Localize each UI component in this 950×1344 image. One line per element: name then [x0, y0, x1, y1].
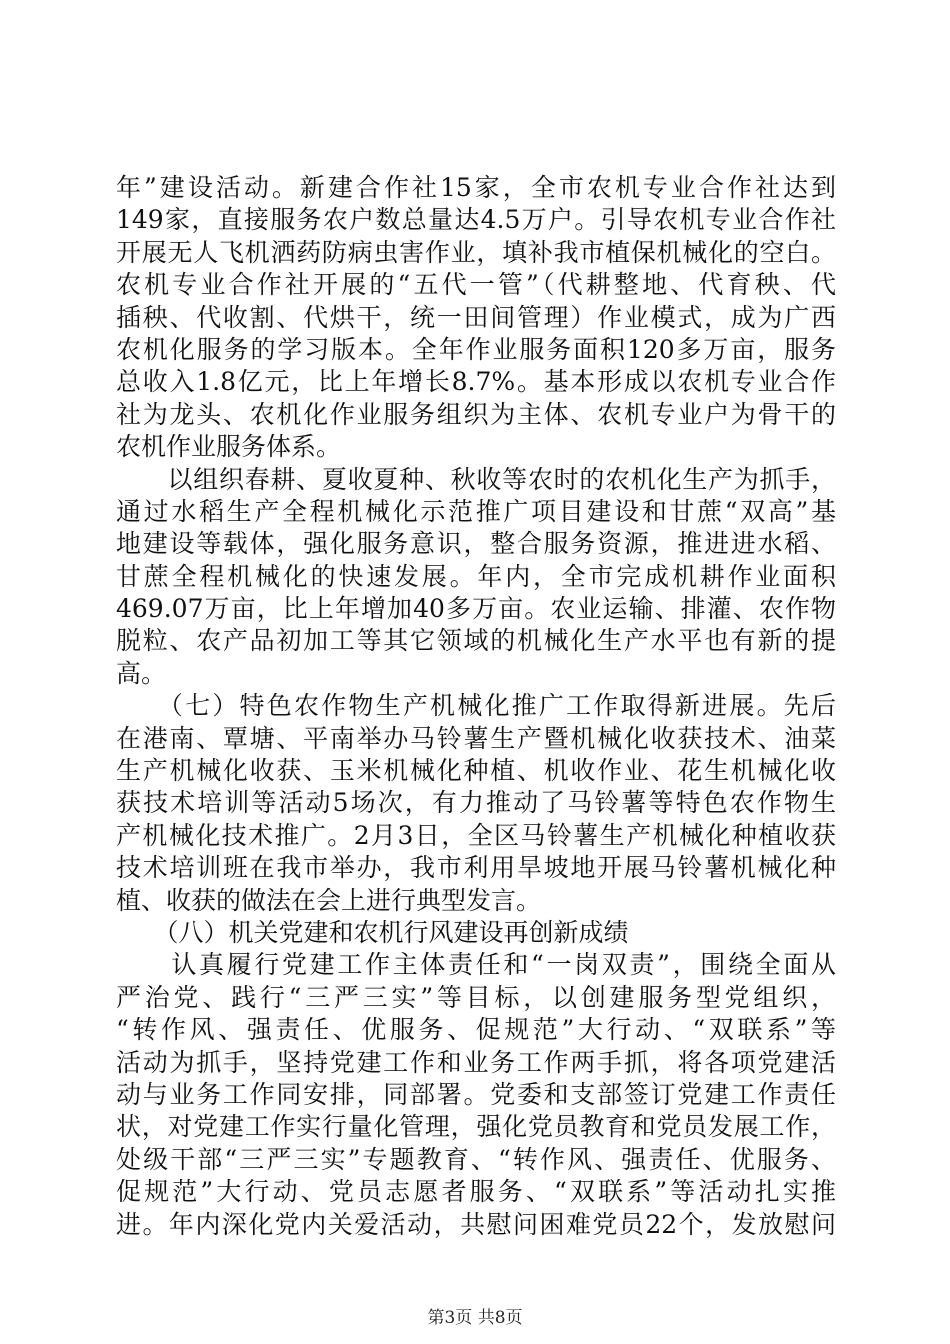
- text-line: 年”建设活动。新建合作社15家，全市农机专业合作社达到: [116, 173, 836, 202]
- text-line: 甘蔗全程机械化的快速发展。年内，全市完成机耕作业面积: [116, 561, 836, 591]
- text-line: 脱粒、农产品初加工等其它领域的机械化生产水平也有新的提: [116, 626, 836, 656]
- text-line: 农机专业合作社开展的“五代一管”（代耕整地、代育秧、代: [116, 270, 836, 300]
- text-line: 活动为抓手，坚持党建工作和业务工作两手抓，将各项党建活: [116, 1047, 836, 1077]
- text-line: （八）机关党建和农机行风建设再创新成绩: [116, 917, 629, 947]
- text-line: 插秧、代收割、代烘干，统一田间管理）作业模式，成为广西: [116, 302, 836, 332]
- text-line: 农机作业服务体系。: [116, 432, 342, 462]
- text-line: “转作风、强责任、优服务、促规范”大行动、“双联系”等: [116, 1015, 836, 1045]
- text-line: 在港南、覃塘、平南举办马铃薯生产暨机械化收获技术、油菜: [116, 723, 836, 753]
- text-line: 技术培训班在我市举办，我市利用旱坡地开展马铃薯机械化种: [116, 853, 836, 883]
- text-line: 动与业务工作同安排，同部署。党委和支部签订党建工作责任: [116, 1079, 836, 1109]
- text-line: 严治党、践行“三严三实”等目标，以创建服务型党组织，: [116, 982, 836, 1012]
- text-line: 状，对党建工作实行量化管理，强化党员教育和党员发展工作，: [116, 1112, 836, 1142]
- text-line: 总收入1.8亿元，比上年增长8.7%。基本形成以农机专业合作: [116, 367, 836, 397]
- text-line: 获技术培训等活动5场次，有力推动了马铃薯等特色农作物生: [116, 788, 836, 818]
- text-line: 以组织春耕、夏收夏种、秋收等农时的农机化生产为抓手，: [116, 464, 836, 494]
- text-line: 促规范”大行动、党员志愿者服务、“双联系”等活动扎实推: [116, 1177, 836, 1207]
- page-footer: 第3页 共8页: [427, 1308, 523, 1328]
- text-line: 产机械化技术推广。2月3日，全区马铃薯生产机械化种植收获: [116, 820, 836, 850]
- text-line: 469.07万亩，比上年增加40多万亩。农业运输、排灌、农作物: [116, 594, 836, 624]
- text-line: 处级干部“三严三实”专题教育、“转作风、强责任、优服务、: [116, 1144, 836, 1174]
- text-line: 开展无人飞机洒药防病虫害作业，填补我市植保机械化的空白。: [116, 237, 836, 267]
- text-line: 社为龙头、农机化作业服务组织为主体、农机专业户为骨干的: [116, 399, 836, 429]
- text-line: 认真履行党建工作主体责任和“一岗双责”，围绕全面从: [116, 950, 836, 980]
- text-line: 植、收获的做法在会上进行典型发言。: [116, 885, 542, 915]
- text-line: （七）特色农作物生产机械化推广工作取得新进展。先后: [116, 691, 836, 721]
- text-line: 进。年内深化党内关爱活动，共慰问困难党员22个，发放慰问: [116, 1209, 836, 1239]
- text-line: 149家，直接服务农户数总量达4.5万户。引导农机专业合作社: [116, 205, 836, 235]
- text-line: 通过水稻生产全程机械化示范推广项目建设和甘蔗“双高”基: [116, 496, 836, 526]
- text-line: 地建设等载体，强化服务意识，整合服务资源，推进进水稻、: [116, 529, 836, 559]
- document-body: [116, 172, 836, 1241]
- text-line: 农机化服务的学习版本。全年作业服务面积120多万亩，服务: [116, 334, 836, 364]
- text-line: 高。: [116, 658, 167, 688]
- text-line: 生产机械化收获、玉米机械化种植、机收作业、花生机械化收: [116, 756, 836, 786]
